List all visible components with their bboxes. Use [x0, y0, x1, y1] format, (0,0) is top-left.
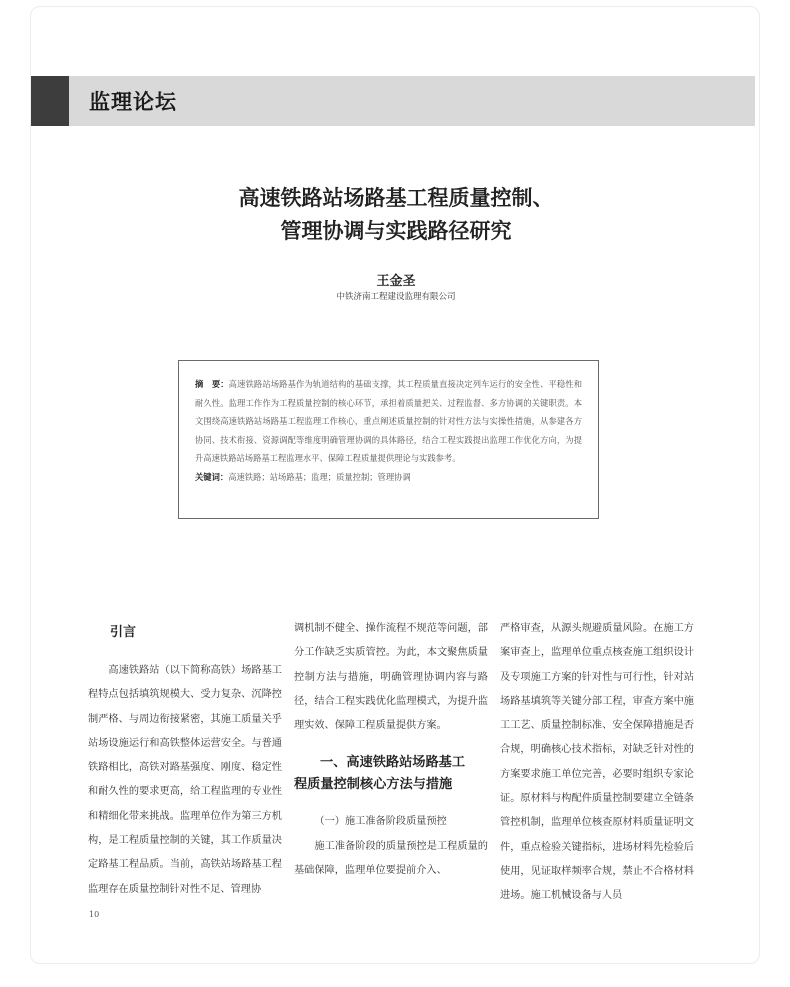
abstract-text: 高速铁路站场路基作为轨道结构的基础支撑，其工程质量直接决定列车运行的安全性、平稳性和耐久性。监理工作作为工程质量控制的核心环节，承担着质量把关、过程监督、多方协调的关键职责。本文围绕高速铁路站场路基工程监理工作核心，重点阐述质量控制的针对性方法与实操性措施，从参建各方协同、技术衔接、资源调配等维度明确管理协调的具体路径，结合工程实践提出监理工作优化方向，为提升高速铁路站场路基工程监理水平、保障工程质量提供理论与实践参考。 — [195, 379, 582, 464]
keywords-label: 关键词： — [195, 471, 229, 482]
keywords — [195, 468, 582, 487]
intro-paragraph-continued: 调机制不健全、操作流程不规范等问题，部分工作缺乏实质管控。为此，本文聚焦质量控制方法与措施，明确管理协调内容与路径，结合工程实践优化监理模式，为提升监理实效、保障工程质量提供方案。 — [294, 623, 488, 732]
section-1-heading-line-1: 一、高速铁路站场路基工 — [320, 755, 466, 771]
intro-paragraph: 高速铁路站（以下简称高铁）场路基工程特点包括填筑规模大、受力复杂、沉降控制严格、与周边衔接紧密，其施工质量关乎站场设施运行和高铁整体运营安全。与普通铁路相比，高铁对路基强度、刚度、稳定性和耐久性的要求更高，给工程监理的专业性和精细化带来挑战。监理单位作为第三方机构，是工程质量控制的关键，其工作质量决定路基工程品质。当前，高铁站场路基工程监理存在质量控制针对性不足、管理协 — [88, 665, 282, 895]
subsection-1-heading: （一）施工准备阶段质量预控 — [314, 816, 447, 828]
section-title: 监理论坛 — [89, 90, 177, 114]
subsection-1-paragraph-continued: 严格审查，从源头规避质量风险。在施工方案审查上，监理单位重点核查施工组织设计及专项施工方案的针对性与可行性，针对站场路基填筑等关键分部工程，审查方案中施工工艺、质量控制标准、安全保障措施是否合规，明确核心技术指标，对缺乏针对性的方案要求施工单位完善，必要时组织专家论证。原材料与构配件质量控制要建立全链条管控机制，监理单位核查原材料质量证明文件，重点检验关键指标，进场材料先检验后使用，见证取样频率合规，禁止不合格材料进场。施工机械设备与人员 — [500, 623, 694, 902]
section-header-band — [31, 76, 755, 126]
author-name: 王金圣 — [376, 274, 416, 289]
abstract-label: 摘 要： — [195, 379, 229, 389]
intro-heading: 引言 — [110, 625, 137, 640]
document-page — [30, 6, 760, 964]
abstract-box — [178, 360, 599, 519]
author-affiliation: 中铁济南工程建设监理有限公司 — [336, 292, 456, 302]
keywords-text: 高速铁路；站场路基；监理；质量控制；管理协调 — [228, 471, 411, 482]
section-1-heading-line-2: 程质量控制核心方法与措施 — [294, 777, 453, 793]
page-number: 10 — [89, 910, 100, 919]
subsection-1-paragraph: 施工准备阶段的质量预控是工程质量的基础保障，监理单位要提前介入、 — [294, 840, 488, 877]
body-column-1 — [88, 617, 282, 902]
body-column-3 — [500, 617, 694, 909]
header-accent-block — [31, 76, 69, 126]
article-title-line-2: 管理协调与实践路径研究 — [280, 219, 512, 243]
article-title-line-1: 高速铁路站场路基工程质量控制、 — [238, 186, 554, 210]
body-column-2 — [294, 617, 488, 883]
abstract — [195, 375, 582, 468]
section-1-heading — [294, 752, 488, 796]
